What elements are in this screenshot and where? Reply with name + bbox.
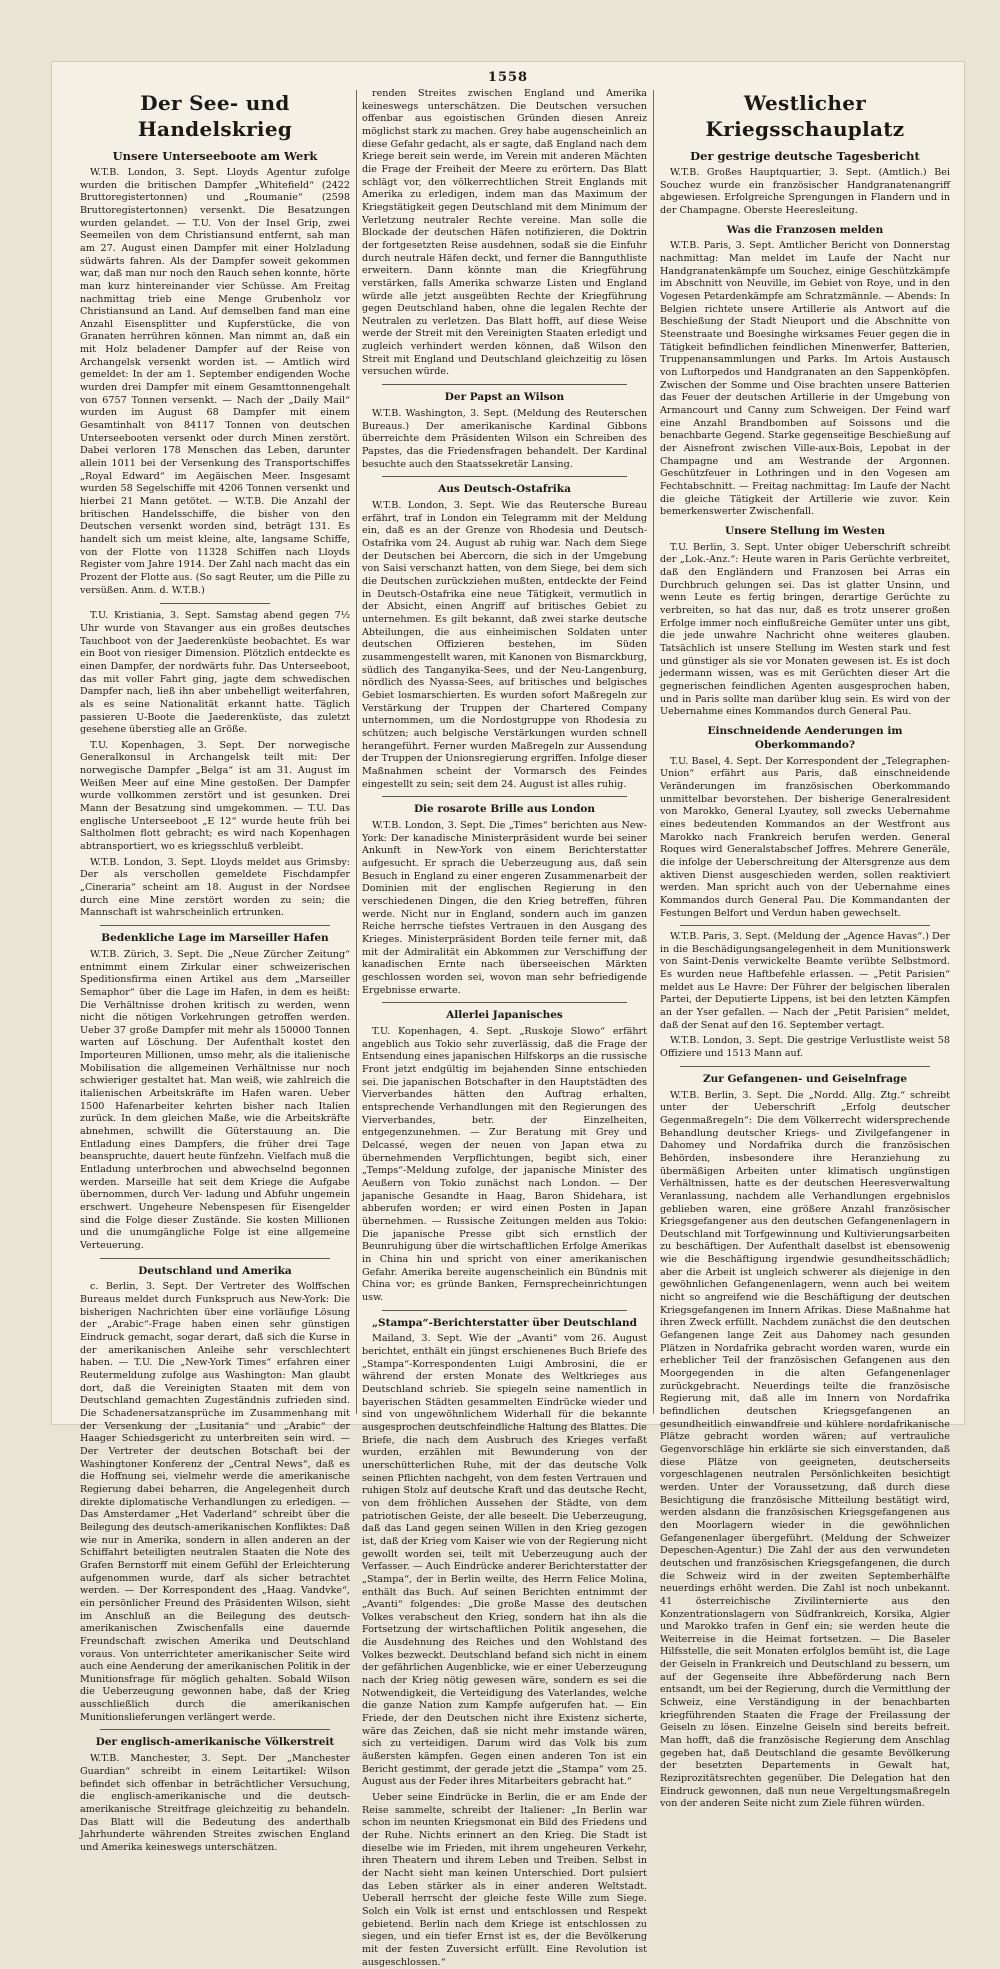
newspaper-page bbox=[52, 62, 964, 1968]
headline-german-daily-report: Der gestrige deutsche Tagesbericht bbox=[690, 148, 920, 163]
headline-german-east-africa: Aus Deutsch-Ostafrika bbox=[438, 483, 571, 496]
section-title-sea-trade-war: Der See- und Handelskrieg bbox=[137, 91, 293, 142]
divider bbox=[382, 476, 627, 477]
article-paragraph: renden Streites zwischen England und Amerika keineswegs unterschätzen. Die Deutschen versuchen offenbar aus egoistischen Gründen diesen Anreiz möglichst stark zu machen. Grey habe augenscheinlich an diese Gefahr gedacht, als er sagte, daß England nach dem Kriege bereit sein werde, im Verein mit anderen Mächten die Frage der Freiheit der Meere zu erörtern. Das Blatt schlägt vor, den völkerrechtlichen Streit Englands mit Amerika zu erledigen, indem man das Maximum der Kriegstätigkeit gegen Deutschland mit dem Minimum der Verletzung neutraler Rechte vereine. Man solle die Blockade der deutschen Häfen notifizieren, die Doktrin der fortgesetzten Reise ausdehnen, sodaß sie die Einfuhr durch neutrale Häfen deckt, und ferner die Bannguthliste erweitern. Dann könnte man die Kriegführung verstärken, falls Amerika schwarze Listen und England würde alle jetzt ausgeübten Rechte der Kriegführung gegen Deutschland haben, ohne die legalen Rechte der Neutralen zu verletzen. Das Blatt hofft, auf diese Weise werde der Streit mit den Vereinigten Staaten erledigt und zugleich verhindert werden können, daß Wilson den Streit mit England und Deutschland gleichzeitig zu lösen versuchen würde. bbox=[362, 88, 647, 378]
article-paragraph: W.T.B. Paris, 3. Sept. (Meldung der „Agence Havas“.) Der in die Beschädigungsangelegenheit in dem Munitionswerk von Saint-Denis verwickelte Beamte verübte Selbstmord. Es wurden neue Haftbefehle erlassen. — „Petit Parisien“ meldet aus Le Havre: Der Führer der belgischen liberalen Partei, der Deputierte Lippens, ist bei den letzten Kämpfen an der Yser gefallen. — Nach der „Petit Parisien“ meldet, daß der Senat auf den 16. September vertagt. bbox=[660, 931, 950, 1031]
column-2 bbox=[362, 88, 647, 1968]
article-paragraph: W.T.B. Paris, 3. Sept. Amtlicher Bericht von Donnerstag nachmittag: Man meldet im Laufe der Nacht nur Handgranatenkämpfe um Souchez, einige Geschützkämpfe im Abschnitt von Neuville, im Gebiet von Roye, und in den Vogesen Petardenkämpfe am Schratzmännle. — Abends: In Belgien richtete unsere Artillerie als Antwort auf die Beschießung der Stadt Nieuport und die Abschnitte von Steenstraate und Boesinghe wirksames Feuer gegen die in Tätigkeit befindlichen feindlichen Minenwerfer, Batterien, Truppenansammlungen und Parks. Im Artois Austausch von Luftorpedos und Handgranaten an den Sappenköpfen. Zwischen der Somme und Oise brachten unsere Batterien das Feuer der deutschen Artillerie in der Umgebung von Armancourt und Canny zum Schweigen. Der Feind warf eine Anzahl Brandbomben auf Soissons und die benachbarte Gegend. Starke gegenseitige Beschießung auf der Aisnefront zwischen Ville-aux-Bois, Lepobat in der Champagne und am Westrande der Argonnen. Geschützfeuer in Lothringen und in den Vogesen am Fechtabschnitt. — Freitag nachmittag: Im Laufe der Nacht die gleiche Tätigkeit der Artillerie wie zuvor. Kein bemerkenswerter Zwischenfall. bbox=[660, 240, 950, 518]
headline-marseille-harbor: Bedenkliche Lage im Marseiller Hafen bbox=[101, 932, 329, 945]
divider bbox=[382, 384, 627, 385]
divider bbox=[100, 1729, 330, 1730]
article-paragraph: T.U. Kristiania, 3. Sept. Samstag abend gegen 7½ Uhr wurde von Stavanger aus ein großes deutsches Tauchboot von der Jaederenküste beobachtet. Es war ein Boot von riesiger Dimension. Plötzlich entdeckte es einen Dampfer, der nordwärts fuhr. Das Unterseeboot, das mit voller Fahrt ging, jagte dem schwedischen Dampfer nach, ließ ihn aber unbehelligt weiterfahren, als es seine Nationalität erkannt hatte. Täglich passieren U-Boote die Jaederenküste, das zuletzt gesehene überstieg alle an Größe. bbox=[80, 610, 350, 736]
divider bbox=[382, 1310, 627, 1311]
column-rule-right bbox=[653, 90, 654, 1414]
section-title-western-front: Westlicher Kriegsschauplatz bbox=[705, 91, 905, 142]
article-paragraph: T.U. Kopenhagen, 4. Sept. „Ruskoje Slowo“ erfährt angeblich aus Tokio sehr zuverlässig, daß die Frage der Entsendung eines japanischen Hilfskorps an die russische Front jetzt endgültig im bejahenden Sinne entschieden sei. Die japanischen Botschafter in den Hauptstädten des Vierverbandes hätten den Auftrag erhalten, entsprechende Verhandlungen mit den Regierungen des Vierverbandes, betr. der Einzelheiten, entgegenzunehmen. — Zur Beratung mit Grey und Delcassé, wegen der neuen von Japan etwa zu übernehmenden Verpflichtungen, begibt sich, einer „Temps“-Meldung zufolge, der japanische Minister des Aeußern von Tokio zunächst nach London. — Der japanische Gesandte in Haag, Baron Shidehara, ist abberufen worden; er wird einen Posten in Japan übernehmen. — Russische Zeitungen melden aus Tokio: Die japanische Presse gibt sich ernstlich der Beunruhigung über die wirtschaftlichen Erfolge Amerikas in China hin und spricht von einer amerikanischen Gefahr. Amerika bereite augenscheinlich ein Bündnis mit China vor; es gründe Banken, Fernsprecheinrichtungen usw. bbox=[362, 1026, 647, 1303]
divider bbox=[100, 1258, 330, 1259]
article-paragraph: W.T.B. Manchester, 3. Sept. Der „Manchester Guardian“ schreibt in einem Leitartikel: Wilson befindet sich offenbar in beträchtlicher Versuchung, die englisch-amerikanische und die deutsch-amerikanische Streitfrage gleichzeitig zu behandeln. Das Blatt will die Bedeutung des anderthalb Jahrhunderte währenden Streites zwischen England und Amerika keineswegs unterschätzen. bbox=[80, 1753, 350, 1853]
headline-japanese-items: Allerlei Japanisches bbox=[446, 1009, 563, 1022]
divider bbox=[160, 603, 270, 604]
article-paragraph: c. Berlin, 3. Sept. Der Vertreter des Wolffschen Bureaus meldet durch Funkspruch aus New-York: Die bisherigen Nachrichten über eine vorläufige Lösung der „Arabic“-Frage haben einen sehr günstigen Eindruck gemacht, sogar derart, daß sich die Kurse in der amerikanischen Anleihe sehr verschlechtert haben. — T.U. Die „New-York Times“ erfahren einer Reutermeldung zufolge aus Washington: Man glaubt dort, daß die Vereinigten Staaten mit dem von Deutschland gemachten Zugeständnis zufrieden sind. Die Schadenersatzansprüche im Zusammenhang mit der Versenkung der „Lusitania“ und „Arabic“ der Haager Schiedsgericht zu unterbreiten sein wird. — Der Vertreter der deutschen Botschaft bei der Washingtoner Konferenz der „Central News“, daß es die Hoffnung sei, vielmehr werde die amerikanische Regierung dabei beharren, die Angelegenheit durch direkte diplomatische Verhandlungen zu erledigen. — Das Amsterdamer „Het Vaderland“ schreibt über die Beilegung des deutsch-amerikanischen Konfliktes: Daß wie nur in Amerika, sondern in allen anderen an der Schiffahrt beteiligten neutralen Staaten die Note des Grafen Bernstorff mit einem Gefühl der Erleichterung aufgenommen wurde, darf als sicher betrachtet werden. — Der Korrespondent des „Haag. Vandvke“, ein persönlicher Freund des Präsidenten Wilson, sieht im Anschluß an die Beilegung des deutsch-amerikanischen Zwischenfalls eine dauernde Freundschaft zwischen Amerika und Deutschland voraus. Von unterrichteter amerikanischer Seite wird auch eine Aenderung der amerikanischen Politik in der Munitionsfrage für möglich gehalten. Sobald Wilson die Ueberzeugung gewonnen habe, daß der Krieg ausschließlich durch die amerikanischen Munitionslieferungen verlängert werde. bbox=[80, 1281, 350, 1723]
article-paragraph: W.T.B. Berlin, 3. Sept. Die „Nordd. Allg. Ztg.“ schreibt unter der Ueberschrift „Erfolg deutscher Gegenmaßregeln“: Die dem Völkerrecht widersprechende Behandlung deutscher Kriegs- und Zivilgefangener in Dahomey und Nordafrika durch die französischen Behörden, insbesondere ihre Heranziehung zu übermäßigen Arbeiten unter klimatisch ungünstigen Verhältnissen, hatte es der deutschen Heeresverwaltung Veranlassung, nachdem alle Verhandlungen ergebnislos geblieben waren, eine größere Anzahl französischer Kriegsgefangener aus den deutschen Gefangenenlagern in Deutschland mit Torfgewinnung und Kultivierungsarbeiten zu beschäftigen. Der Aufenthalt daselbst ist ebensowenig wie die Beschäftigung irgendwie gesundheitsschädlich; aber die Arbeit ist ungleich schwerer als diejenige in den gewöhnlichen Gefangenenlagern, wenn auch bei weitem nicht so angreifend wie die Beschäftigung der deutschen Kriegsgefangenen im Innern Afrikas. Diese Maßnahme hat ihren Zweck erfüllt. Nachdem zunächst die den deutschen Gefangenen lange Zeit aus Dahomey nach gesunden Plätzen in Nordafrika gebracht worden waren, wurde ein erheblicher Teil der französischen Gefangenen aus den Moorgegenden in die alten Gefangenenlager zurückgebracht. Neuerdings teilte die französische Regierung mit, daß alle im Innern von Nordafrika befindlichen deutschen Kriegsgefangenen an gesundheitlich einwandfreie und kühlere nordafrikanische Plätze gebracht worden wären; auf vertrauliche Gegenvorschläge hin erklärte sie sich einverstanden, daß diese Plätze von geeigneten, deutscherseits vorgeschlagenen neutralen Persönlichkeiten besichtigt werden. Unter der Voraussetzung, daß durch diese Besichtigung die französische Mitteilung bestätigt wird, werden alsdann die französischen Kriegsgefangenen aus den Moorlagern wieder in die gewöhnlichen Gefangenenlager übergeführt. (Meldung der Schweizer Depeschen-Agentur.) Die Zahl der aus den verwundeten deutschen und französischen Kriegsgefangenen, die durch die Schweiz wird in der zweiten Septemberhälfte neuerdings erhöht werden. Die Zahl ist noch unbekannt. 41 österreichische Zivilinternierte aus den Konzentrationslagern von Südfrankreich, Korsika, Algier und Marokko trafen in Genf ein; sie werden heute die Weiterreise in die Heimat fortsetzen. — Die Baseler Hilfsstelle, die seit Monaten erfolglos bemüht ist, die Lage der Geiseln in Frankreich und Deutschland zu bessern, um auf der Gegenseite ihre Abbeförderung nach Bern entsandt, um bei der Regierung, durch die Vermittlung der Schweiz, eine Verständigung in der benachbarten kriegführenden Staaten die Frage der Freilassung der Geiseln zu lösen. Einzelne Geiseln sind bereits befreit. Man hofft, daß die französische Regierung dem Anschlag gegeben hat, daß Deutschland die gesamte Bevölkerung der besetzten Departements in Gewalt hat, Reziprozitätsrechten gegenüber. Die Delegation hat den Eindruck gewonnen, daß nun neue Vergeltungsmaßregeln von der anderen Seite nicht zum Ziele führen würden. bbox=[660, 1089, 950, 1810]
headline-stampa-correspondent: „Stampa“-Berichterstatter über Deutschland bbox=[371, 1316, 638, 1329]
article-paragraph: Ueber seine Eindrücke in Berlin, die er am Ende der Reise sammelte, schreibt der Italiener: „In Berlin war schon im neunten Kriegsmonat ein Bild des Friedens und der Ruhe. Nichts erinnert an den Krieg. Die Stadt ist dieselbe wie im Frieden, mit ihrem ungeheuren Verkehr, ihren Theatern und ihrem Leben und Treiben. Selbst in der Nacht sieht man keinen Unterschied. Dort pulsiert das Leben stärker als in einer anderen Weltstadt. Ueberall herrscht der gleiche feste Wille zum Siege. Solch ein Volk ist ernst und entschlossen und Respekt gebietend. Berlin nach dem Kriege ist entschlossen zu siegen, und ein tiefer Ernst ist es, der die Bevölkerung mit der festen Zuversicht erfüllt. Eine Revolution ist ausgeschlossen.“ bbox=[362, 1792, 647, 1968]
column-3 bbox=[660, 88, 950, 1810]
headline-high-command-changes: Einschneidende Aenderungen im Oberkommando? bbox=[707, 724, 903, 751]
article-paragraph: T.U. Kopenhagen, 3. Sept. Der norwegische Generalkonsul in Archangelsk teilt mit: Der norwegische Dampfer „Belga“ ist am 31. August im Weißen Meer auf eine Mine gestoßen. Der Dampfer wurde vollkommen zerstört und ist gesunken. Drei Mann der Besatzung sind umgekommen. — T.U. Das englische Unterseeboot „E 12“ wurde heute früh bei Saltholmen flott gebracht; es wird nach Kopenhagen abtransportiert, wo es kriegsschluß verbleibt. bbox=[80, 739, 350, 853]
article-paragraph: W.T.B. London, 3. Sept. Wie das Reutersche Bureau erfährt, traf in London ein Telegramm mit der Meldung ein, daß es an der Grenze von Rhodesia und Deutsch-Ostafrika vom 24. August ab ruhig war. Nach dem Siege der Deutschen bei Abercorn, die sich in der Umgebung von Saisi verschanzt hatten, von dem Siege, bei dem sich die Deutschen zurückziehen mußten, entdeckte der Feind in Deutsch-Ostafrika eine neue Tätigkeit, vermutlich in der Absicht, einen Angriff auf britisches Gebiet zu unternehmen. Es gilt bekannt, daß zwei starke deutsche Abteilungen, die aus einheimischen Soldaten unter deutschen Offizieren bestehen, im Süden zusammengestellt waren, mit Kanonen von Bismarckburg, südlich des Tanganyika-Sees, und der Neu-Langenburg, nördlich des Nyassa-Sees, auf britisches und belgisches Gebiet losmarschierten. Es wurden sofort Maßregeln zur Verstärkung der Truppen der Chartered Company unternommen, um die Nordostgruppe von Rhodesia zu schützen; auch belgische Verstärkungen wurden schnell herangeführt. Ferner wurden Maßregeln zur Aussendung der Truppen der Unionsregierung ergriffen. Infolge dieser Maßnahmen scheint der Vormarsch des Feindes eingestellt zu sein; seit dem 24. August ist alles ruhig. bbox=[362, 500, 647, 790]
article-paragraph: W.T.B. London, 3. Sept. Die „Times“ berichten aus New-York: Der kanadische Ministerpräsident wurde bei seiner Ankunft in New-York von einem Berichterstatter aufgesucht. Er sprach die Ueberzeugung aus, daß sein Besuch in England zu einer engeren Zusammenarbeit der Dominien mit der englischen Regierung in den verschiedenen Dingen, die den Krieg betreffen, führen werde. Nicht nur in England, sondern auch im ganzen Reiche herrsche tiefstes Vertrauen in den Ausgang des Krieges. Ministerpräsident Borden teile ferner mit, daß mit der Admiralität ein Abkommen zur Verschiffung der kanadischen Ernte nach überseeischen Märkten geschlossen worden sei, wovon man sehr befriedigende Ergebnisse erwarte. bbox=[362, 820, 647, 996]
headline-french-report: Was die Franzosen melden bbox=[726, 223, 884, 236]
article-paragraph: W.T.B. Zürich, 3. Sept. Die „Neue Zürcher Zeitung“ entnimmt einem Zirkular einer schweizerischen Speditionsfirma einen Artikel aus dem „Marseiller Semaphor“ über die Lage im Hafen, in dem es heißt: Die Verhältnisse drohen kritisch zu werden, wenn nicht die nötigen Vorkehrungen getroffen werden. Ueber 37 große Dampfer mit mehr als 150000 Tonnen warten auf Löschung. Der Aufenthalt kostet den Importeuren Millionen, umso mehr, als die italienische Mobilisation die allgemeinen Verhältnisse nur noch schwieriger gestaltet hat. Man weiß, wie zahlreich die italienischen Arbeitskräfte im Hafen waren. Ueber 1500 Hafenarbeiter kehrten bisher nach Italien zurück. In dem gleichen Maße, wie die Arbeitskräfte abnehmen, schwillt die Güterstauung an. Die Entladung eines Dampfers, die früher drei Tage beanspruchte, dauert heute fünfzehn. Vielfach muß die Entladung unterbrochen und abwechselnd begonnen werden. Marseille hat seit dem Kriege die Aufgabe übernommen, durch Ver- ladung und Abfuhr ungemein erschwert. Ungeheure Nebenspesen für Eisengelder sind die Folge dieser Zustände. Sie kosten Millionen und die unumgängliche Folge ist eine allgemeine Verteuerung. bbox=[80, 948, 350, 1251]
article-paragraph: Mailand, 3. Sept. Wie der „Avanti“ vom 26. August berichtet, enthält ein jüngst erschienenes Buch Briefe des „Stampa“-Korrespondenten Luigi Ambrosini, die er während der ersten Monate des Weltkrieges aus Deutschland schrieb. Sie spiegeln seine namentlich in bayerischen Städten gesammelten Eindrücke wieder und sind von ungewöhnlichem Widerhall für die bekannte ausgesprochen deutschfeindliche Haltung des Blattes. Die Briefe, die nach dem Ausbruch des Krieges verfaßt wurden, erzählen mit Bewunderung von der unerschütterlichen Ruhe, mit der das deutsche Volk seinen Pflichten nachgeht, von dem festen Vertrauen und ruhigen Stolz auf deutsche Kraft und das deutsche Recht, von dem fröhlichen Aussehen der Städte, von dem patriotischen Geiste, der alle beseelt. Die Ueberzeugung, daß das Land gegen seinen Willen in den Krieg gezogen ist, daß der Krieg vom Kaiser wie von der Regierung nicht gewollt worden sei, teilt mit Ueberzeugung auch der Verfasser. — Auch Eindrücke anderer Berichterstatter der „Stampa“, der in Berlin weilte, des Herrn Felice Molina, enthält das Buch. Auf seinen Berichten entnimmt der „Avanti“ folgendes: „Die große Masse des deutschen Volkes verabscheut den Krieg, sondern hat ihn als die Fortsetzung der wirtschaftlichen Politik angesehen, die die Ausdehnung des Reiches und den Wohlstand des Volkes bezweckt. Deutschland befand sich nicht in einem der gefährlichen Augenblicke, wie er einer Ueberzeugung nach der Krieg nötig gewesen wäre, sondern es sei die Notwendigkeit, die Verteidigung des Vaterlandes, welche die ganze Nation zum Kampfe aufgerufen hat. — Ein Friede, der den Deutschen nicht ihre Existenz sicherte, wäre das Zeichen, daß sie nicht mehr imstande wären, sich zu verteidigen. Darum wird das Volk bis zum äußersten kämpfen. Gegen einen anderen Ton ist ein Bericht gestimmt, der gerade jetzt die „Stampa“ vom 25. August aus der Feder ihres Mitarbeiters gebracht hat.“ bbox=[362, 1333, 647, 1788]
divider bbox=[680, 925, 930, 926]
article-paragraph: W.T.B. Großes Hauptquartier, 3. Sept. (Amtlich.) Bei Souchez wurde ein französischer Handgranatenangriff abgewiesen. Erfolgreiche Sprengungen in Flandern und in der Champagne. Oberste Heeresleitung. bbox=[660, 166, 950, 216]
divider bbox=[382, 1002, 627, 1003]
article-paragraph: T.U. Berlin, 3. Sept. Unter obiger Ueberschrift schreibt der „Lok.-Anz.“: Heute waren in Paris Gerüchte verbreitet, daß den Engländern und Franzosen bei Arras ein Durchbruch gelungen sei. Das ist glatter Unsinn, und wenn Leute es fertig bringen, derartige Gerüchte zu verbreiten, so hat das nur, daß es trotz unserer großen Erfolge immer noch einflußreiche Gemüter unter uns gibt, die jede unwahre Nachricht ohne weiteres glauben. Tatsächlich ist unsere Stellung im Westen stark und fest und günstiger als sie vor Monaten gewesen ist. Es ist doch jedermann wissen, was es mit Gerüchten dieser Art die gegnerischen feindlichen Agenten ausgesprochen haben, und in Paris sollte man darüber klug sein. Es wird von der Uebernahme eines Kommandos durch General Pau. bbox=[660, 541, 950, 718]
article-paragraph: W.T.B. London, 3. Sept. Lloyds meldet aus Grimsby: Der als verschollen gemeldete Fischdampfer „Cineraria“ scheint am 18. August in der Nordsee durch eine Mine zerstört worden zu sein; die Mannschaft ist wahrscheinlich ertrunken. bbox=[80, 856, 350, 919]
divider bbox=[100, 925, 330, 926]
headline-anglo-american-dispute: Der englisch-amerikanische Völkerstreit bbox=[95, 1736, 335, 1749]
article-paragraph: T.U. Basel, 4. Sept. Der Korrespondent der „Telegraphen-Union“ erfährt aus Paris, daß einschneidende Veränderungen im französischen Oberkommando unmittelbar bevorstehen. Der bisherige Generalresident von Marokko, General Lyautey, soll zwecks Uebernahme eines bedeutenden Kommandos an der Westfront aus Marokko nach Frankreich berufen werden. General Roques wird Generalstabschef Joffres. Mehrere Generäle, die infolge der Ueberschreitung der Altersgrenze aus dem aktiven Dienst ausgeschieden werden, sollen reaktiviert werden. Man spricht auch von der Uebernahme eines Kommandos durch General Pau. Die Kommandanten der Festungen Belfort und Verdun haben gewechselt. bbox=[660, 755, 950, 919]
article-paragraph: W.T.B. London, 3. Sept. Lloyds Agentur zufolge wurden die britischen Dampfer „Whitefield“ (2422 Bruttoregistertonnen) und „Roumanie“ (2598 Bruttoregistertonnen) versenkt. Die Besatzungen wurden gelandet. — T.U. Von der Insel Grip, zwei Seemeilen von dem Christiansund entfernt, sah man am 27. August einen Dampfer mit einer Holzladung südwärts fahren. Als der Dampfer soweit gekommen war, daß man nur noch den Rauch sehen konnte, hörte man kurz hintereinander vier Schüsse. Am Freitag nachmittag trieb eine Menge Grubenholz vor Christiansund an Land. Auf demselben fand man eine Anzahl Eisensplitter und Kupferstücke, die von Granaten herrühren können. Man nimmt an, daß ein mit Holz beladener Dampfer auf der Reise von Archangelsk versenkt worden ist. — Amtlich wird gemeldet: In der am 1. September endigenden Woche wurden drei Dampfer mit einem Gesamttonnengehalt von 6757 Tonnen versenkt. — Nach der „Daily Mail“ wurden im August 68 Dampfer mit einem Gesamtinhalt von 84117 Tonnen von deutschen Unterseebooten versenkt oder durch Minen zerstört. Dabei verloren 178 Menschen das Leben, darunter allein 1011 bei der Versenkung des Transportschiffes „Royal Edward“ im Aegäischen Meer. Insgesamt wurden 58 Segelschiffe mit 4206 Tonnen versenkt und hierbei 21 Mann getötet. — W.T.B. Die Anzahl der britischen Handelsschiffe, die bisher von den Deutschen versenkt worden sind, beträgt 131. Es handelt sich um meist kleine, alte, langsame Schiffe, von der Flotte von 11328 Schiffen nach Lloyds Register vom Jahre 1914. Der Zahl nach macht das ein Prozent der Flotte aus. (So sagt Reuter, um die Pille zu versüßen. Anm. d. W.T.B.) bbox=[80, 166, 350, 596]
article-paragraph: W.T.B. London, 3. Sept. Die gestrige Verlustliste weist 58 Offiziere und 1513 Mann auf. bbox=[660, 1035, 950, 1060]
page-number: 1558 bbox=[487, 70, 529, 85]
divider bbox=[680, 1066, 930, 1067]
article-paragraph: W.T.B. Washington, 3. Sept. (Meldung des Reuterschen Bureaus.) Der amerikanische Kardinal Gibbons überreichte dem Präsidenten Wilson ein Schreiben des Papstes, das die Friedensfragen behandelt. Der Kardinal besuchte auch den Staatssekretär Lansing. bbox=[362, 407, 647, 470]
divider bbox=[382, 796, 627, 797]
headline-our-position-west: Unsere Stellung im Westen bbox=[724, 524, 886, 537]
headline-germany-america: Deutschland und Amerika bbox=[138, 1264, 292, 1277]
headline-rose-tinted-glasses: Die rosarote Brille aus London bbox=[413, 803, 596, 816]
column-1 bbox=[80, 88, 350, 1853]
headline-prisoners-hostages: Zur Gefangenen- und Geiselnfrage bbox=[702, 1072, 908, 1085]
column-rule-left bbox=[356, 90, 357, 1414]
headline-pope-wilson: Der Papst an Wilson bbox=[444, 391, 565, 404]
headline-submarines: Unsere Unterseeboote am Werk bbox=[112, 148, 318, 163]
